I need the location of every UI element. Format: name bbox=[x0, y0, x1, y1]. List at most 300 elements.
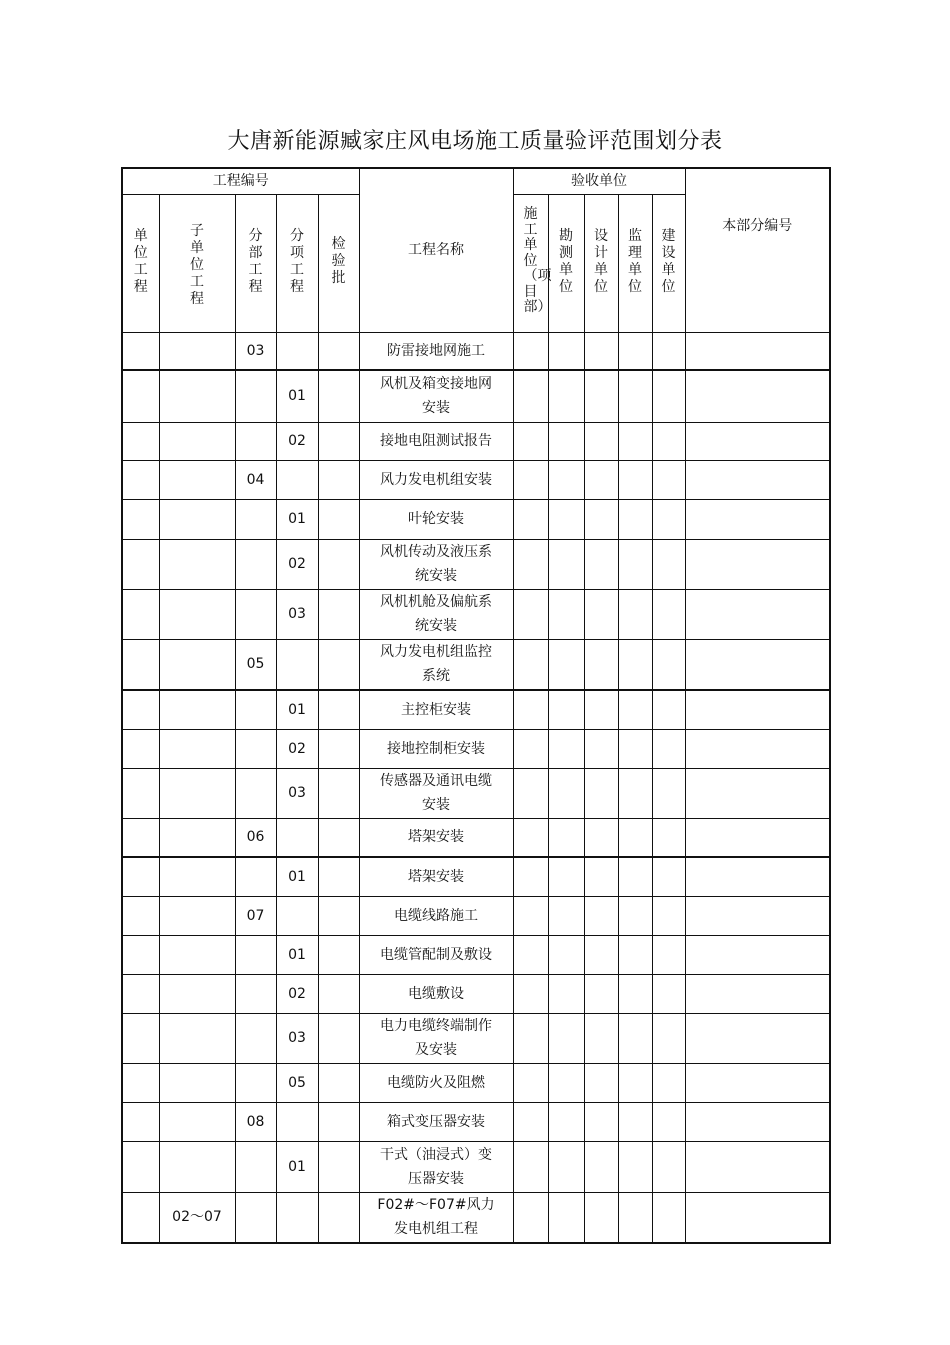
unit-cell bbox=[122, 499, 159, 539]
unit-cell bbox=[122, 935, 159, 974]
inspection-lot-cell bbox=[318, 690, 359, 729]
part-code-cell bbox=[685, 370, 830, 422]
part-code-cell bbox=[685, 1141, 830, 1192]
project-name-cell: 接地控制柜安装 bbox=[359, 729, 513, 768]
sub-unit-cell bbox=[159, 422, 235, 460]
construction-cell bbox=[513, 1013, 548, 1063]
inspection-lot-cell bbox=[318, 1102, 359, 1141]
design-cell bbox=[584, 1192, 618, 1243]
table-row bbox=[122, 690, 830, 729]
sub-unit-cell bbox=[159, 499, 235, 539]
inspection-lot-cell bbox=[318, 539, 359, 589]
project-name-cell: 塔架安装 bbox=[359, 818, 513, 857]
unit-cell bbox=[122, 332, 159, 370]
inspection-lot-cell bbox=[318, 422, 359, 460]
inspection-lot-cell bbox=[318, 896, 359, 935]
design-cell bbox=[584, 332, 618, 370]
construction-cell bbox=[513, 729, 548, 768]
inspection-lot-cell bbox=[318, 460, 359, 499]
owner-cell bbox=[652, 896, 685, 935]
part-code-cell bbox=[685, 1013, 830, 1063]
sub-unit-cell bbox=[159, 639, 235, 690]
division-cell bbox=[235, 974, 276, 1013]
part-code-cell bbox=[685, 1192, 830, 1243]
design-cell bbox=[584, 729, 618, 768]
table-row bbox=[122, 422, 830, 460]
item-cell: 01 bbox=[276, 857, 318, 896]
unit-cell bbox=[122, 768, 159, 818]
sub-unit-cell bbox=[159, 1102, 235, 1141]
owner-cell bbox=[652, 1102, 685, 1141]
item-cell bbox=[276, 332, 318, 370]
sub-unit-project-header bbox=[159, 194, 235, 332]
supervision-cell bbox=[618, 857, 652, 896]
part-code-cell bbox=[685, 1063, 830, 1102]
survey-cell bbox=[548, 422, 584, 460]
supervision-cell bbox=[618, 690, 652, 729]
project-name-cell: 传感器及通讯电缆安装 bbox=[359, 768, 513, 818]
part-code-cell bbox=[685, 818, 830, 857]
sub-unit-cell bbox=[159, 768, 235, 818]
construction-unit-label: 施工单位（项目部） bbox=[523, 206, 552, 315]
owner-cell bbox=[652, 370, 685, 422]
owner-cell bbox=[652, 857, 685, 896]
table-row bbox=[122, 1141, 830, 1192]
division-cell bbox=[235, 1013, 276, 1063]
construction-cell bbox=[513, 422, 548, 460]
table-row bbox=[122, 729, 830, 768]
owner-cell bbox=[652, 589, 685, 639]
design-cell bbox=[584, 690, 618, 729]
part-code-cell bbox=[685, 589, 830, 639]
design-cell bbox=[584, 818, 618, 857]
division-cell: 05 bbox=[235, 639, 276, 690]
project-name-cell: 风机及箱变接地网安装 bbox=[359, 370, 513, 422]
design-cell bbox=[584, 639, 618, 690]
sub-unit-cell bbox=[159, 896, 235, 935]
owner-cell bbox=[652, 818, 685, 857]
division-cell bbox=[235, 857, 276, 896]
owner-cell bbox=[652, 639, 685, 690]
sub-unit-cell bbox=[159, 729, 235, 768]
unit-cell bbox=[122, 370, 159, 422]
owner-cell bbox=[652, 1063, 685, 1102]
supervision-cell bbox=[618, 1013, 652, 1063]
survey-cell bbox=[548, 690, 584, 729]
unit-project-header bbox=[122, 194, 159, 332]
part-code-cell bbox=[685, 935, 830, 974]
table-row bbox=[122, 935, 830, 974]
construction-cell bbox=[513, 1063, 548, 1102]
owner-cell bbox=[652, 422, 685, 460]
item-cell: 05 bbox=[276, 1063, 318, 1102]
item-cell: 01 bbox=[276, 499, 318, 539]
design-unit-header bbox=[584, 194, 618, 332]
owner-unit-header bbox=[652, 194, 685, 332]
supervision-cell bbox=[618, 1102, 652, 1141]
part-code-cell bbox=[685, 332, 830, 370]
design-cell bbox=[584, 1102, 618, 1141]
inspection-lot-cell bbox=[318, 974, 359, 1013]
division-cell bbox=[235, 1192, 276, 1243]
table-row bbox=[122, 539, 830, 589]
owner-cell bbox=[652, 768, 685, 818]
part-code-cell bbox=[685, 639, 830, 690]
inspection-lot-cell bbox=[318, 499, 359, 539]
table-row bbox=[122, 1063, 830, 1102]
inspection-lot-cell bbox=[318, 768, 359, 818]
part-code-cell bbox=[685, 974, 830, 1013]
division-cell bbox=[235, 422, 276, 460]
part-code-cell bbox=[685, 1102, 830, 1141]
sub-unit-cell bbox=[159, 974, 235, 1013]
supervision-cell bbox=[618, 818, 652, 857]
division-cell: 04 bbox=[235, 460, 276, 499]
page-title: 大唐新能源臧家庄风电场施工质量验评范围划分表 bbox=[227, 129, 723, 154]
survey-cell bbox=[548, 539, 584, 589]
item-project-label: 分项工程 bbox=[290, 227, 304, 295]
survey-unit-header bbox=[548, 194, 584, 332]
construction-cell bbox=[513, 768, 548, 818]
inspection-lot-cell bbox=[318, 1063, 359, 1102]
acceptance-units-header: 验收单位 bbox=[513, 168, 685, 194]
part-code-cell bbox=[685, 896, 830, 935]
construction-cell bbox=[513, 539, 548, 589]
project-name-cell: 干式（油浸式）变压器安装 bbox=[359, 1141, 513, 1192]
supervision-cell bbox=[618, 974, 652, 1013]
project-name-cell: 防雷接地网施工 bbox=[359, 332, 513, 370]
project-name-cell: 电缆敷设 bbox=[359, 974, 513, 1013]
project-name-cell: 叶轮安装 bbox=[359, 499, 513, 539]
survey-cell bbox=[548, 974, 584, 1013]
construction-unit-header bbox=[513, 194, 552, 332]
part-code-cell bbox=[685, 729, 830, 768]
inspection-lot-cell bbox=[318, 1013, 359, 1063]
part-code-cell bbox=[685, 539, 830, 589]
sub-unit-cell bbox=[159, 1013, 235, 1063]
table-row bbox=[122, 589, 830, 639]
supervision-unit-header bbox=[618, 194, 652, 332]
item-cell: 02 bbox=[276, 729, 318, 768]
unit-cell bbox=[122, 1192, 159, 1243]
design-cell bbox=[584, 422, 618, 460]
inspection-lot-cell bbox=[318, 857, 359, 896]
item-cell: 02 bbox=[276, 974, 318, 1013]
design-cell bbox=[584, 857, 618, 896]
design-cell bbox=[584, 768, 618, 818]
owner-cell bbox=[652, 974, 685, 1013]
sub-unit-cell bbox=[159, 1141, 235, 1192]
sub-unit-cell bbox=[159, 539, 235, 589]
construction-cell bbox=[513, 857, 548, 896]
division-cell bbox=[235, 1141, 276, 1192]
design-unit-label: 设计单位 bbox=[594, 227, 608, 295]
item-cell: 01 bbox=[276, 370, 318, 422]
unit-cell bbox=[122, 639, 159, 690]
part-code-header bbox=[685, 168, 830, 332]
quality-division-table bbox=[121, 167, 831, 1244]
sub-unit-cell bbox=[159, 690, 235, 729]
unit-cell bbox=[122, 857, 159, 896]
sub-unit-cell bbox=[159, 935, 235, 974]
owner-cell bbox=[652, 729, 685, 768]
division-cell: 03 bbox=[235, 332, 276, 370]
part-code-cell bbox=[685, 460, 830, 499]
sub-unit-cell bbox=[159, 460, 235, 499]
unit-cell bbox=[122, 1102, 159, 1141]
owner-cell bbox=[652, 1013, 685, 1063]
division-project-label: 分部工程 bbox=[248, 227, 263, 295]
project-name-cell: 箱式变压器安装 bbox=[359, 1102, 513, 1141]
owner-cell bbox=[652, 539, 685, 589]
division-cell bbox=[235, 539, 276, 589]
inspection-lot-cell bbox=[318, 1141, 359, 1192]
construction-cell bbox=[513, 896, 548, 935]
division-cell bbox=[235, 1063, 276, 1102]
supervision-cell bbox=[618, 768, 652, 818]
header-row-top bbox=[122, 168, 830, 194]
survey-cell bbox=[548, 768, 584, 818]
construction-cell bbox=[513, 1192, 548, 1243]
project-name-cell: 塔架安装 bbox=[359, 857, 513, 896]
owner-cell bbox=[652, 1192, 685, 1243]
supervision-cell bbox=[618, 370, 652, 422]
construction-cell bbox=[513, 460, 548, 499]
supervision-cell bbox=[618, 460, 652, 499]
part-code-cell bbox=[685, 422, 830, 460]
supervision-cell bbox=[618, 935, 652, 974]
division-cell bbox=[235, 589, 276, 639]
item-cell: 02 bbox=[276, 422, 318, 460]
design-cell bbox=[584, 460, 618, 499]
project-name-cell: 接地电阻测试报告 bbox=[359, 422, 513, 460]
design-cell bbox=[584, 935, 618, 974]
owner-cell bbox=[652, 460, 685, 499]
item-cell: 03 bbox=[276, 768, 318, 818]
survey-cell bbox=[548, 857, 584, 896]
supervision-cell bbox=[618, 332, 652, 370]
unit-cell bbox=[122, 589, 159, 639]
project-name-cell: 风力发电机组安装 bbox=[359, 460, 513, 499]
owner-cell bbox=[652, 332, 685, 370]
project-name-cell: 电缆防火及阻燃 bbox=[359, 1063, 513, 1102]
division-project-header bbox=[235, 194, 276, 332]
unit-cell bbox=[122, 539, 159, 589]
table-row bbox=[122, 370, 830, 422]
construction-cell bbox=[513, 589, 548, 639]
design-cell bbox=[584, 896, 618, 935]
table-row bbox=[122, 332, 830, 370]
supervision-cell bbox=[618, 639, 652, 690]
sub-unit-cell bbox=[159, 818, 235, 857]
survey-cell bbox=[548, 1063, 584, 1102]
project-name-header: 工程名称 bbox=[359, 168, 513, 332]
survey-cell bbox=[548, 332, 584, 370]
design-cell bbox=[584, 1063, 618, 1102]
design-cell bbox=[584, 1013, 618, 1063]
item-cell: 03 bbox=[276, 1013, 318, 1063]
item-cell: 03 bbox=[276, 589, 318, 639]
inspection-lot-label: 检验批 bbox=[331, 236, 346, 286]
construction-cell bbox=[513, 639, 548, 690]
division-cell: 07 bbox=[235, 896, 276, 935]
project-name-cell: 风力发电机组监控系统 bbox=[359, 639, 513, 690]
table-row bbox=[122, 974, 830, 1013]
survey-cell bbox=[548, 1102, 584, 1141]
supervision-cell bbox=[618, 729, 652, 768]
design-cell bbox=[584, 589, 618, 639]
construction-cell bbox=[513, 1141, 548, 1192]
owner-cell bbox=[652, 935, 685, 974]
division-cell bbox=[235, 499, 276, 539]
survey-cell bbox=[548, 896, 584, 935]
supervision-cell bbox=[618, 589, 652, 639]
division-cell: 08 bbox=[235, 1102, 276, 1141]
part-code-cell bbox=[685, 499, 830, 539]
supervision-cell bbox=[618, 1192, 652, 1243]
unit-cell bbox=[122, 422, 159, 460]
unit-cell bbox=[122, 818, 159, 857]
inspection-lot-cell bbox=[318, 935, 359, 974]
unit-cell bbox=[122, 1063, 159, 1102]
table-row bbox=[122, 1013, 830, 1063]
survey-cell bbox=[548, 1141, 584, 1192]
sub-unit-project-label: 子单位工程 bbox=[190, 222, 204, 307]
table-row bbox=[122, 818, 830, 857]
unit-cell bbox=[122, 896, 159, 935]
design-cell bbox=[584, 974, 618, 1013]
unit-cell bbox=[122, 974, 159, 1013]
survey-cell bbox=[548, 460, 584, 499]
part-code-cell bbox=[685, 690, 830, 729]
supervision-cell bbox=[618, 539, 652, 589]
project-name-cell: 风机传动及液压系统安装 bbox=[359, 539, 513, 589]
item-cell: 01 bbox=[276, 935, 318, 974]
item-cell bbox=[276, 1192, 318, 1243]
inspection-lot-cell bbox=[318, 370, 359, 422]
unit-cell bbox=[122, 729, 159, 768]
survey-cell bbox=[548, 729, 584, 768]
sub-unit-cell bbox=[159, 332, 235, 370]
inspection-lot-cell bbox=[318, 1192, 359, 1243]
construction-cell bbox=[513, 499, 548, 539]
owner-cell bbox=[652, 499, 685, 539]
design-cell bbox=[584, 499, 618, 539]
item-cell bbox=[276, 818, 318, 857]
item-cell: 02 bbox=[276, 539, 318, 589]
part-code-cell bbox=[685, 768, 830, 818]
inspection-lot-cell bbox=[318, 332, 359, 370]
survey-cell bbox=[548, 499, 584, 539]
table-row bbox=[122, 857, 830, 896]
supervision-cell bbox=[618, 896, 652, 935]
item-cell bbox=[276, 639, 318, 690]
part-code-label: 本部分编号 bbox=[722, 218, 793, 234]
supervision-cell bbox=[618, 1141, 652, 1192]
project-name-cell: 电缆线路施工 bbox=[359, 896, 513, 935]
inspection-lot-cell bbox=[318, 639, 359, 690]
division-cell bbox=[235, 935, 276, 974]
item-project-header bbox=[276, 194, 318, 332]
unit-cell bbox=[122, 460, 159, 499]
unit-project-label: 单位工程 bbox=[133, 227, 148, 295]
sub-unit-cell bbox=[159, 1063, 235, 1102]
survey-cell bbox=[548, 818, 584, 857]
owner-unit-label: 建设单位 bbox=[661, 227, 676, 295]
item-cell: 01 bbox=[276, 690, 318, 729]
project-name-cell: 电力电缆终端制作及安装 bbox=[359, 1013, 513, 1063]
design-cell bbox=[584, 1141, 618, 1192]
inspection-lot-cell bbox=[318, 589, 359, 639]
table-row bbox=[122, 499, 830, 539]
construction-cell bbox=[513, 935, 548, 974]
survey-unit-label: 勘测单位 bbox=[559, 227, 573, 295]
division-cell bbox=[235, 690, 276, 729]
division-cell: 06 bbox=[235, 818, 276, 857]
survey-cell bbox=[548, 1013, 584, 1063]
table-row bbox=[122, 1192, 830, 1243]
survey-cell bbox=[548, 370, 584, 422]
design-cell bbox=[584, 539, 618, 589]
supervision-cell bbox=[618, 422, 652, 460]
construction-cell bbox=[513, 370, 548, 422]
division-cell bbox=[235, 768, 276, 818]
survey-cell bbox=[548, 589, 584, 639]
item-cell bbox=[276, 896, 318, 935]
unit-cell bbox=[122, 1141, 159, 1192]
table-row bbox=[122, 639, 830, 690]
table-row bbox=[122, 896, 830, 935]
supervision-cell bbox=[618, 1063, 652, 1102]
survey-cell bbox=[548, 639, 584, 690]
sub-unit-cell bbox=[159, 370, 235, 422]
part-code-cell bbox=[685, 857, 830, 896]
construction-cell bbox=[513, 690, 548, 729]
project-name-cell: 风机机舱及偏航系统安装 bbox=[359, 589, 513, 639]
survey-cell bbox=[548, 1192, 584, 1243]
item-cell bbox=[276, 460, 318, 499]
supervision-cell bbox=[618, 499, 652, 539]
owner-cell bbox=[652, 690, 685, 729]
item-cell: 01 bbox=[276, 1141, 318, 1192]
sub-unit-cell bbox=[159, 857, 235, 896]
table-row bbox=[122, 460, 830, 499]
construction-cell bbox=[513, 1102, 548, 1141]
division-cell bbox=[235, 729, 276, 768]
project-code-header: 工程编号 bbox=[122, 168, 359, 194]
inspection-lot-cell bbox=[318, 818, 359, 857]
owner-cell bbox=[652, 1141, 685, 1192]
project-name-cell: F02#～F07#风力发电机组工程 bbox=[359, 1192, 513, 1243]
unit-cell bbox=[122, 690, 159, 729]
survey-cell bbox=[548, 935, 584, 974]
unit-cell bbox=[122, 1013, 159, 1063]
table-row bbox=[122, 768, 830, 818]
construction-cell bbox=[513, 974, 548, 1013]
supervision-unit-label: 监理单位 bbox=[628, 227, 642, 295]
sub-unit-cell bbox=[159, 589, 235, 639]
item-cell bbox=[276, 1102, 318, 1141]
inspection-lot-cell bbox=[318, 729, 359, 768]
table-row bbox=[122, 1102, 830, 1141]
project-name-cell: 电缆管配制及敷设 bbox=[359, 935, 513, 974]
division-cell bbox=[235, 370, 276, 422]
sub-unit-cell: 02～07 bbox=[159, 1192, 235, 1243]
project-name-cell: 主控柜安装 bbox=[359, 690, 513, 729]
construction-cell bbox=[513, 818, 548, 857]
construction-cell bbox=[513, 332, 548, 370]
design-cell bbox=[584, 370, 618, 422]
